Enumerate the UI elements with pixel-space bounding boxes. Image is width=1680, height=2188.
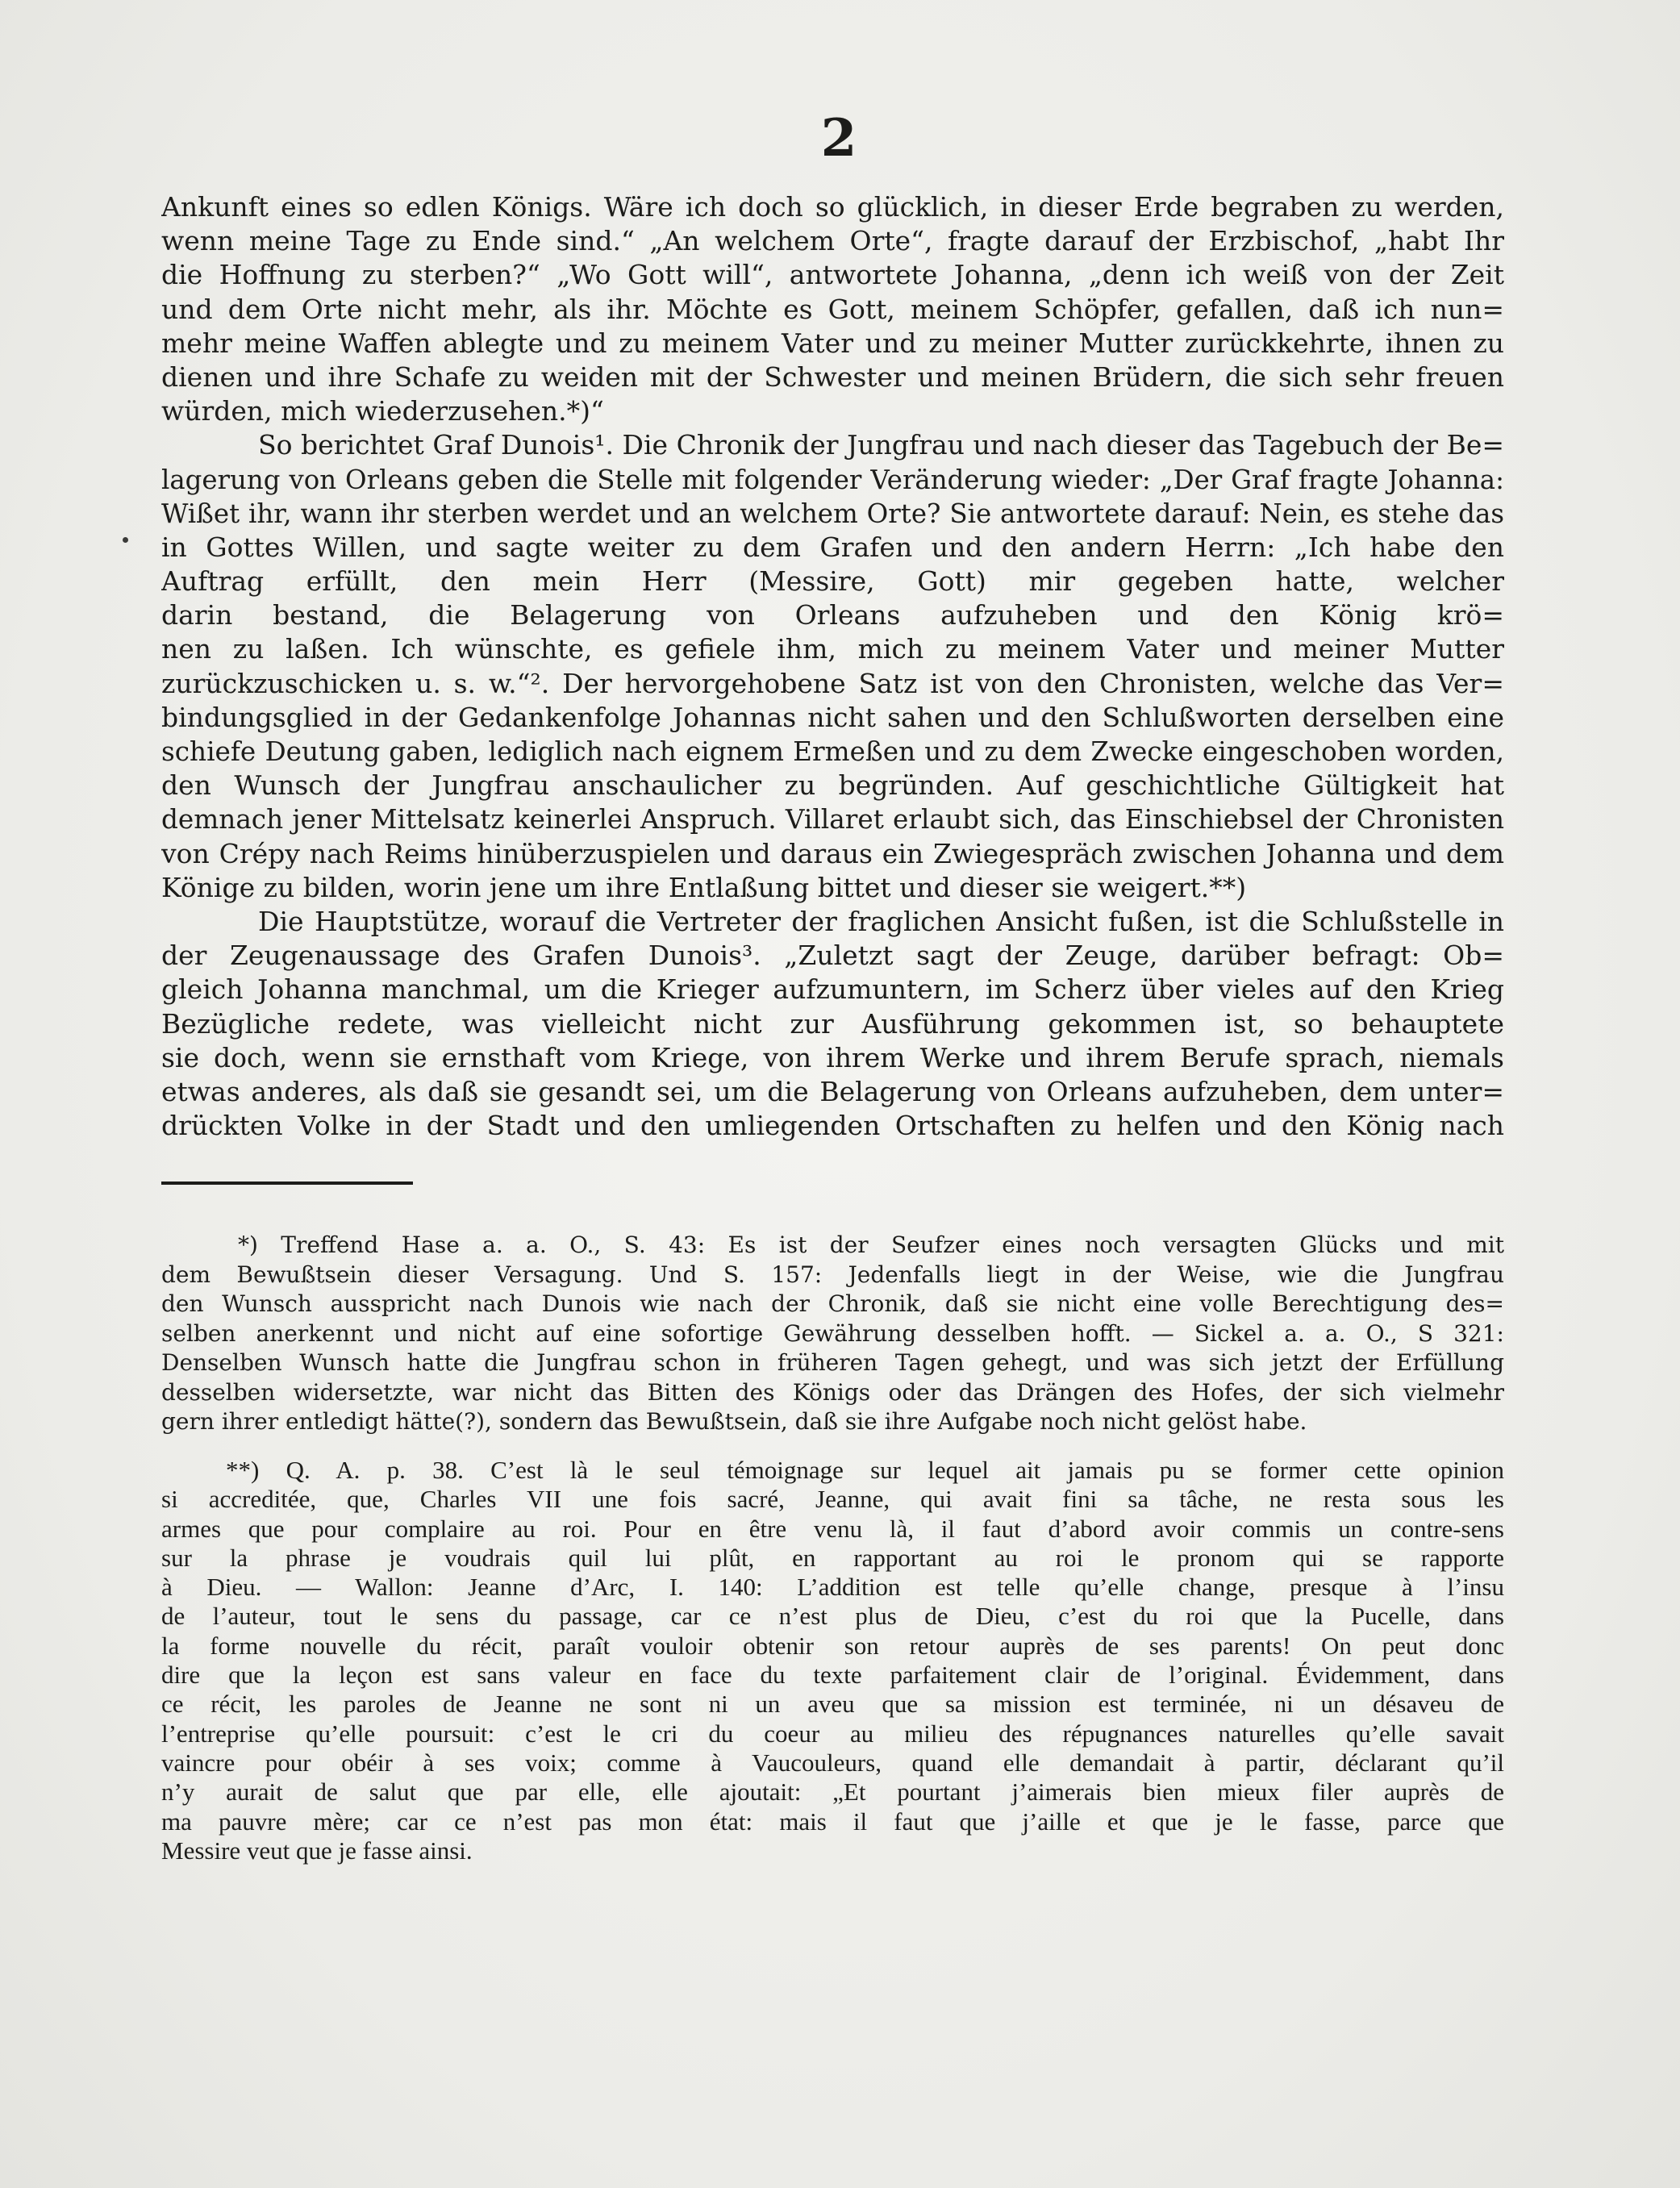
main-line: die Hoffnung zu sterben?“ „Wo Gott will“, antwortete Johanna, „denn ich weiß von der Zeit xyxy=(161,259,1504,291)
footnote-line: l’entreprise qu’elle poursuit: c’est le cri du coeur au milieu des répugnances naturelles qu’elle savait xyxy=(161,1719,1504,1748)
margin-mark xyxy=(123,537,128,543)
main-line: Auftrag erfüllt, den mein Herr (Messire, Gott) mir gegeben hatte, welcher xyxy=(161,565,1504,598)
footnote-line: Messire veut que je fasse ainsi. xyxy=(161,1836,473,1865)
main-line: lagerung von Orleans geben die Stelle mit folgender Veränderung wieder: „Der Graf fragte Johanna: xyxy=(161,464,1504,495)
main-line: der Zeugenaussage des Grafen Dunois³. „Zuletzt sagt der Zeuge, darüber befragt: Ob= xyxy=(161,940,1504,972)
main-line: etwas anderes, als daß sie gesandt sei, um die Belagerung von Orleans aufzuheben, dem unter= xyxy=(161,1075,1504,1107)
main-line: wenn meine Tage zu Ende sind.“ „An welchem Orte“, fragte darauf der Erzbischof, „habt Ihr xyxy=(161,225,1504,257)
main-line: darin bestand, die Belagerung von Orleans aufzuheben und den König krö= xyxy=(161,599,1504,631)
main-line: demnach jener Mittelsatz keinerlei Anspruch. Villaret erlaubt sich, das Einschiebsel der Chronisten xyxy=(161,804,1504,836)
main-line: drückten Volke in der Stadt und den umliegenden Ortschaften zu helfen und den König nach xyxy=(161,1110,1504,1142)
footnote-line: à Dieu. — Wallon: Jeanne d’Arc, I. 140: L’addition est telle qu’elle change, presque à l’insu xyxy=(161,1573,1504,1602)
main-line: So berichtet Graf Dunois¹. Die Chronik der Jungfrau und nach dieser das Tagebuch der Be= xyxy=(258,429,1504,461)
footnote-line: desselben widersetzte, war nicht das Bitten des Königs oder das Drängen des Hofes, der sich vielmehr xyxy=(161,1378,1504,1406)
main-text xyxy=(161,190,1504,1143)
footnote-line: dire que la leçon est sans valeur en face du texte parfaitement clair de l’original. Évidemment, dans xyxy=(161,1661,1504,1690)
main-line: gleich Johanna manchmal, um die Krieger aufzumuntern, im Scherz über vieles auf den Krieg xyxy=(161,973,1504,1006)
main-line: von Crépy nach Reims hinüberzuspielen und daraus ein Zwiegespräch zwischen Johanna und dem xyxy=(161,837,1504,869)
main-line: dienen und ihre Schafe zu weiden mit der Schwester und meinen Brüdern, die sich sehr freuen xyxy=(161,360,1504,393)
footnote-line: ma pauvre mère; car ce n’est pas mon état: mais il faut que j’aille et que je le fasse, parce que xyxy=(161,1807,1504,1836)
main-line: und dem Orte nicht mehr, als ihr. Möchte es Gott, meinem Schöpfer, gefallen, daß ich nun= xyxy=(161,293,1504,325)
main-line: in Gottes Willen, und sagte weiter zu dem Grafen und den andern Herrn: „Ich habe den xyxy=(161,531,1504,563)
footnote-line: vaincre pour obéir à ses voix; comme à Vaucouleurs, quand elle demandait à partir, déclarant qu’il xyxy=(161,1748,1504,1777)
footnote-separator xyxy=(161,1182,413,1185)
footnote-line: si accreditée, que, Charles VII une fois sacré, Jeanne, qui avait fini sa tâche, ne resta sous les xyxy=(161,1485,1504,1514)
main-line: bindungsglied in der Gedankenfolge Johannas nicht sahen und den Schlußworten derselben eine xyxy=(161,701,1504,733)
main-line: Ankunft eines so edlen Königs. Wäre ich doch so glücklich, in dieser Erde begraben zu werden, xyxy=(161,191,1504,223)
footnote-line: selben anerkennt und nicht auf eine sofortige Gewährung desselben hofft. — Sickel a. a. O., S 321: xyxy=(161,1319,1504,1347)
main-line: nen zu laßen. Ich wünschte, es gefiele ihm, mich zu meinem Vater und meiner Mutter xyxy=(161,633,1504,665)
page-number: 2 xyxy=(820,108,857,169)
footnote-single-star xyxy=(161,1231,1504,1437)
main-line: mehr meine Waffen ablegte und zu meinem Vater und zu meiner Mutter zurückkehrte, ihnen zu xyxy=(161,327,1504,359)
footnote-line: **) Q. A. p. 38. C’est là le seul témoignage sur lequel ait jamais pu se former cette opinion xyxy=(226,1456,1504,1484)
main-line: schiefe Deutung gaben, lediglich nach eignem Ermeßen und zu dem Zwecke eingeschoben worden, xyxy=(161,736,1504,767)
footnote-line: den Wunsch ausspricht nach Dunois wie nach der Chronik, daß sie nicht eine volle Berechtigung des= xyxy=(161,1290,1504,1317)
footnote-line: gern ihrer entledigt hätte(?), sondern das Bewußtsein, daß sie ihre Aufgabe noch nicht gelöst habe. xyxy=(161,1408,1307,1435)
footnote-line: dem Bewußtsein dieser Versagung. Und S. 157: Jedenfalls liegt in der Weise, wie die Jungfrau xyxy=(161,1261,1504,1288)
main-line: würden, mich wiederzusehen.*)“ xyxy=(161,395,604,427)
main-line: sie doch, wenn sie ernsthaft vom Kriege, von ihrem Werke und ihrem Berufe sprach, niemals xyxy=(161,1041,1504,1073)
main-line: den Wunsch der Jungfrau anschaulicher zu begründen. Auf geschichtliche Gültigkeit hat xyxy=(161,769,1504,802)
footnote-line: ce récit, les paroles de Jeanne ne sont ni un aveu que sa mission est terminée, ni un désaveu de xyxy=(161,1690,1504,1719)
footnote-line: armes que pour complaire au roi. Pour en être venu là, il faut d’abord avoir commis un contre-sens xyxy=(161,1514,1504,1543)
main-line: Wißet ihr, wann ihr sterben werdet und an welchem Orte? Sie antwortete darauf: Nein, es stehe das xyxy=(161,498,1504,529)
footnote-line: de l’auteur, tout le sens du passage, car ce n’est plus de Dieu, c’est du roi que la Pucelle, dans xyxy=(161,1602,1504,1631)
main-line: zurückzuschicken u. s. w.“². Der hervorgehobene Satz ist von den Chronisten, welche das Ver= xyxy=(161,667,1504,699)
footnote-line: *) Treffend Hase a. a. O., S. 43: Es ist der Seufzer eines noch versagten Glücks und mit xyxy=(238,1232,1504,1258)
footnote-line: n’y aurait de salut que par elle, elle ajoutait: „Et pourtant j’aimerais bien mieux filer auprès de xyxy=(161,1777,1504,1807)
main-line: Könige zu bilden, worin jene um ihre Entlaßung bittet und dieser sie weigert.**) xyxy=(161,871,1247,903)
footnote-line: sur la phrase je voudrais quil lui plût, en rapportant au roi le pronom qui se rapporte xyxy=(161,1543,1504,1572)
footnote-double-star xyxy=(161,1456,1504,1865)
main-line: Die Hauptstütze, worauf die Vertreter der fraglichen Ansicht fußen, ist die Schlußstelle in xyxy=(258,905,1504,937)
main-line: Bezügliche redete, was vielleicht nicht zur Ausführung gekommen ist, so behauptete xyxy=(161,1007,1504,1040)
footnote-line: Denselben Wunsch hatte die Jungfrau schon in früheren Tagen gehegt, und was sich jetzt der Erfüllung xyxy=(161,1349,1504,1376)
footnote-line: la forme nouvelle du récit, paraît vouloir obtenir son retour auprès de ses parents! On peut donc xyxy=(161,1631,1504,1660)
